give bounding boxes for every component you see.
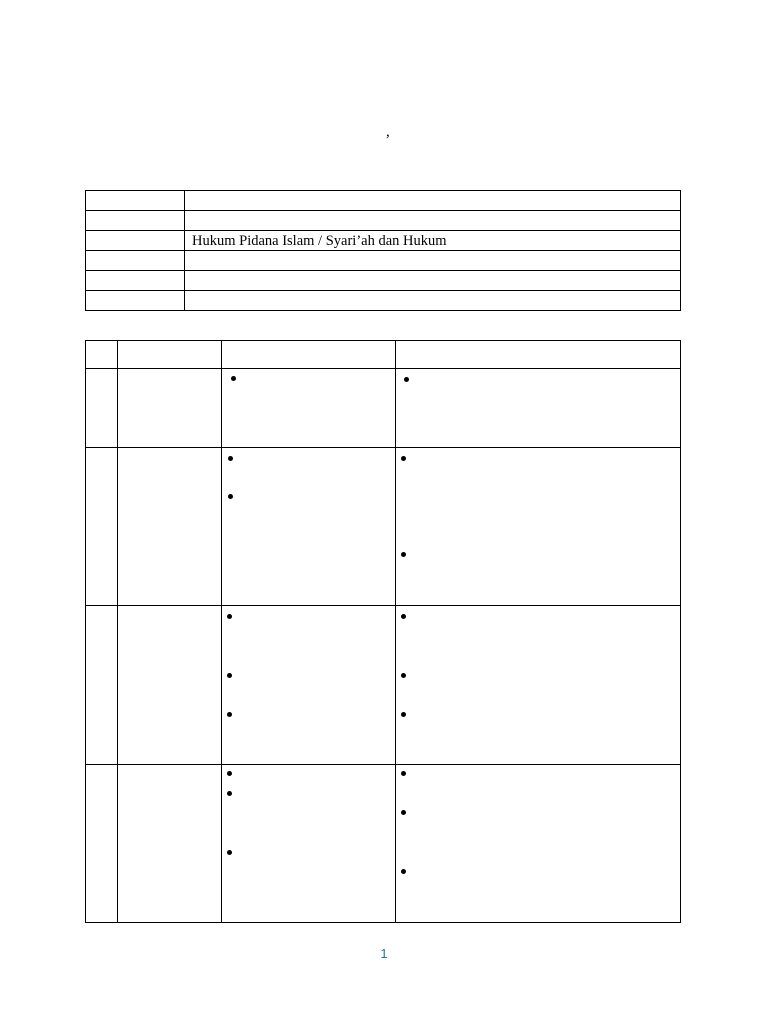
info-label — [86, 191, 185, 211]
subject-cell — [118, 448, 222, 606]
bullet-point — [227, 850, 232, 855]
bullet-point — [401, 456, 406, 461]
info-label — [86, 291, 185, 311]
table-row — [86, 765, 681, 923]
header-cell-no — [86, 341, 118, 369]
info-value — [185, 291, 681, 311]
bullet-point — [227, 791, 232, 796]
indicator-cell — [222, 448, 396, 606]
info-value — [185, 211, 681, 231]
lesson-plan-table — [85, 340, 681, 923]
table-row — [86, 369, 681, 448]
indicator-cell — [222, 765, 396, 923]
subject-cell — [118, 369, 222, 448]
info-row — [86, 191, 681, 211]
bullet-point — [401, 810, 406, 815]
course-info-table — [85, 190, 681, 311]
header-cell-indicators — [222, 341, 396, 369]
activity-cell — [396, 606, 681, 765]
info-value — [185, 271, 681, 291]
bullet-point — [401, 552, 406, 557]
header-cell-activities — [396, 341, 681, 369]
info-row — [86, 211, 681, 231]
bullet-point — [401, 771, 406, 776]
bullet-point — [401, 869, 406, 874]
indicator-cell — [222, 606, 396, 765]
info-label — [86, 251, 185, 271]
bullet-point — [231, 376, 236, 381]
info-value — [185, 191, 681, 211]
bullet-point — [227, 673, 232, 678]
bullet-point — [401, 614, 406, 619]
row-number-cell — [86, 448, 118, 606]
activity-cell — [396, 448, 681, 606]
indicator-cell — [222, 369, 396, 448]
activity-cell — [396, 369, 681, 448]
bullet-point — [227, 771, 232, 776]
table-row — [86, 448, 681, 606]
bullet-point — [228, 494, 233, 499]
plan-header-row — [86, 341, 681, 369]
header-mark: , — [386, 124, 390, 140]
info-row — [86, 271, 681, 291]
bullet-point — [401, 712, 406, 717]
info-label — [86, 211, 185, 231]
subject-cell — [118, 606, 222, 765]
info-label — [86, 231, 185, 251]
subject-cell — [118, 765, 222, 923]
bullet-point — [227, 712, 232, 717]
row-number-cell — [86, 606, 118, 765]
row-number-cell — [86, 765, 118, 923]
table-row — [86, 606, 681, 765]
row-number-cell — [86, 369, 118, 448]
bullet-point — [404, 377, 409, 382]
info-value-course: Hukum Pidana Islam / Syari’ah dan Hukum — [185, 231, 681, 251]
bullet-point — [227, 614, 232, 619]
info-value — [185, 251, 681, 271]
page-number: 1 — [380, 946, 388, 961]
info-row — [86, 291, 681, 311]
info-row — [86, 251, 681, 271]
bullet-point — [401, 673, 406, 678]
bullet-point — [228, 456, 233, 461]
info-row — [86, 231, 681, 251]
activity-cell — [396, 765, 681, 923]
header-cell-subject — [118, 341, 222, 369]
info-label — [86, 271, 185, 291]
